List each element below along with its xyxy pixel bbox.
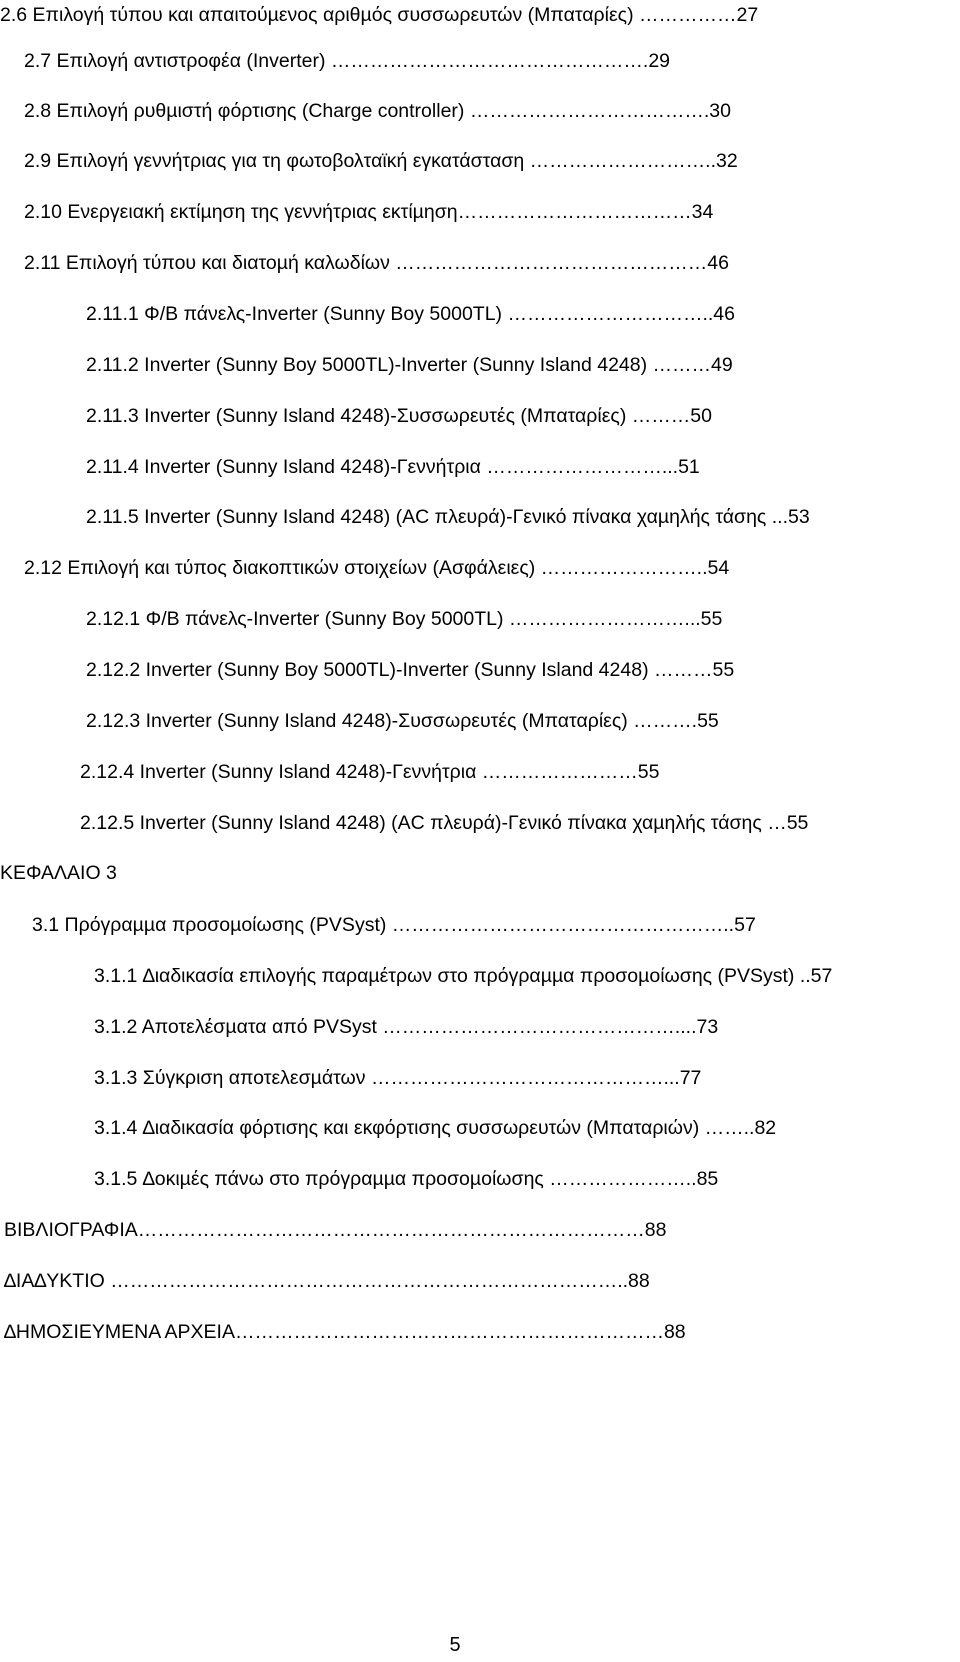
toc-entry-2-8: 2.8 Επιλογή ρυθµιστή φόρτισης (Charge controller) ……………………………….30: [24, 100, 731, 122]
toc-entry-2-12-1: 2.12.1 Φ/Β πάνελς-Inverter (Sunny Boy 5000TL) ………………………...55: [86, 608, 723, 630]
toc-entry-2-11-2: 2.11.2 Inverter (Sunny Boy 5000TL)-Inverter (Sunny Island 4248) ………49: [86, 354, 733, 376]
toc-entry-2-6: 2.6 Επιλογή τύπου και απαιτούµενος αριθµός συσσωρευτών (Μπαταρίες) ……………27: [0, 4, 759, 26]
toc-entry-internet: ∆ΙΑ∆ΥΚΤΙΟ ……………………………………………………………………..88: [4, 1270, 650, 1292]
toc-entry-2-11-5: 2.11.5 Inverter (Sunny Island 4248) (AC πλευρά)-Γενικό πίνακα χαµηλής τάσης ...53: [86, 506, 810, 528]
page-number: 5: [449, 1634, 461, 1656]
toc-entry-2-9: 2.9 Επιλογή γεννήτριας για τη φωτοβολταϊκή εγκατάσταση ………………………..32: [24, 150, 738, 172]
toc-entry-2-12-5: 2.12.5 Inverter (Sunny Island 4248) (AC πλευρά)-Γενικό πίνακα χαµηλής τάσης …55: [80, 812, 809, 834]
toc-entry-2-11-1: 2.11.1 Φ/Β πάνελς-Inverter (Sunny Boy 5000TL) …………………………..46: [86, 303, 735, 325]
toc-entry-2-11-3: 2.11.3 Inverter (Sunny Island 4248)-Συσσωρευτές (Μπαταρίες) ………50: [86, 405, 712, 427]
toc-entry-2-10: 2.10 Ενεργειακή εκτίµηση της γεννήτριας εκτίµηση………………………………34: [24, 201, 714, 223]
toc-entry-3-1-5: 3.1.5 ∆οκιµές πάνω στο πρόγραµµα προσοµοίωσης …………………..85: [94, 1168, 719, 1190]
toc-entry-2-12: 2.12 Επιλογή και τύπος διακοπτικών στοιχείων (Ασφάλειες) ……………………..54: [24, 557, 730, 579]
toc-entry-bibliography: ΒΙΒΛΙΟΓΡΑΦΙΑ……………………………………………………………………88: [4, 1219, 667, 1241]
toc-entry-2-11-4: 2.11.4 Inverter (Sunny Island 4248)-Γεννήτρια ………………………...51: [86, 456, 700, 478]
toc-entry-2-7: 2.7 Επιλογή αντιστροφέα (Inverter) ………………………………………….29: [24, 50, 671, 72]
toc-entry-3-1-3: 3.1.3 Σύγκριση αποτελεσµάτων ………………………………………...77: [94, 1067, 702, 1089]
toc-entry-3-1-1: 3.1.1 ∆ιαδικασία επιλογής παραµέτρων στο πρόγραµµα προσοµοίωσης (PVSyst) ..57: [94, 965, 833, 987]
toc-entry-3-1-2: 3.1.2 Αποτελέσµατα από PVSyst ………………………………………....73: [94, 1016, 719, 1038]
toc-entry-2-12-2: 2.12.2 Inverter (Sunny Boy 5000TL)-Inverter (Sunny Island 4248) ………55: [86, 659, 735, 681]
chapter-heading: ΚΕΦΑΛΑΙΟ 3: [0, 862, 117, 884]
toc-entry-3-1: 3.1 Πρόγραµµα προσοµοίωσης (PVSyst) ……………………………………………..57: [32, 914, 756, 936]
toc-entry-2-11: 2.11 Επιλογή τύπου και διατοµή καλωδίων …………………………………………46: [24, 252, 729, 274]
toc-entry-2-12-3: 2.12.3 Inverter (Sunny Island 4248)-Συσσωρευτές (Μπαταρίες) ……….55: [86, 710, 719, 732]
toc-entry-2-12-4: 2.12.4 Inverter (Sunny Island 4248)-Γεννήτρια ……………………55: [80, 761, 660, 783]
toc-entry-3-1-4: 3.1.4 ∆ιαδικασία φόρτισης και εκφόρτισης συσσωρευτών (Μπαταριών) ……..82: [94, 1117, 777, 1139]
toc-entry-published-files: ∆ΗΜΟΣΙΕΥΜΕΝΑ ΑΡΧΕΙΑ…………………………………………………………88: [4, 1321, 686, 1343]
